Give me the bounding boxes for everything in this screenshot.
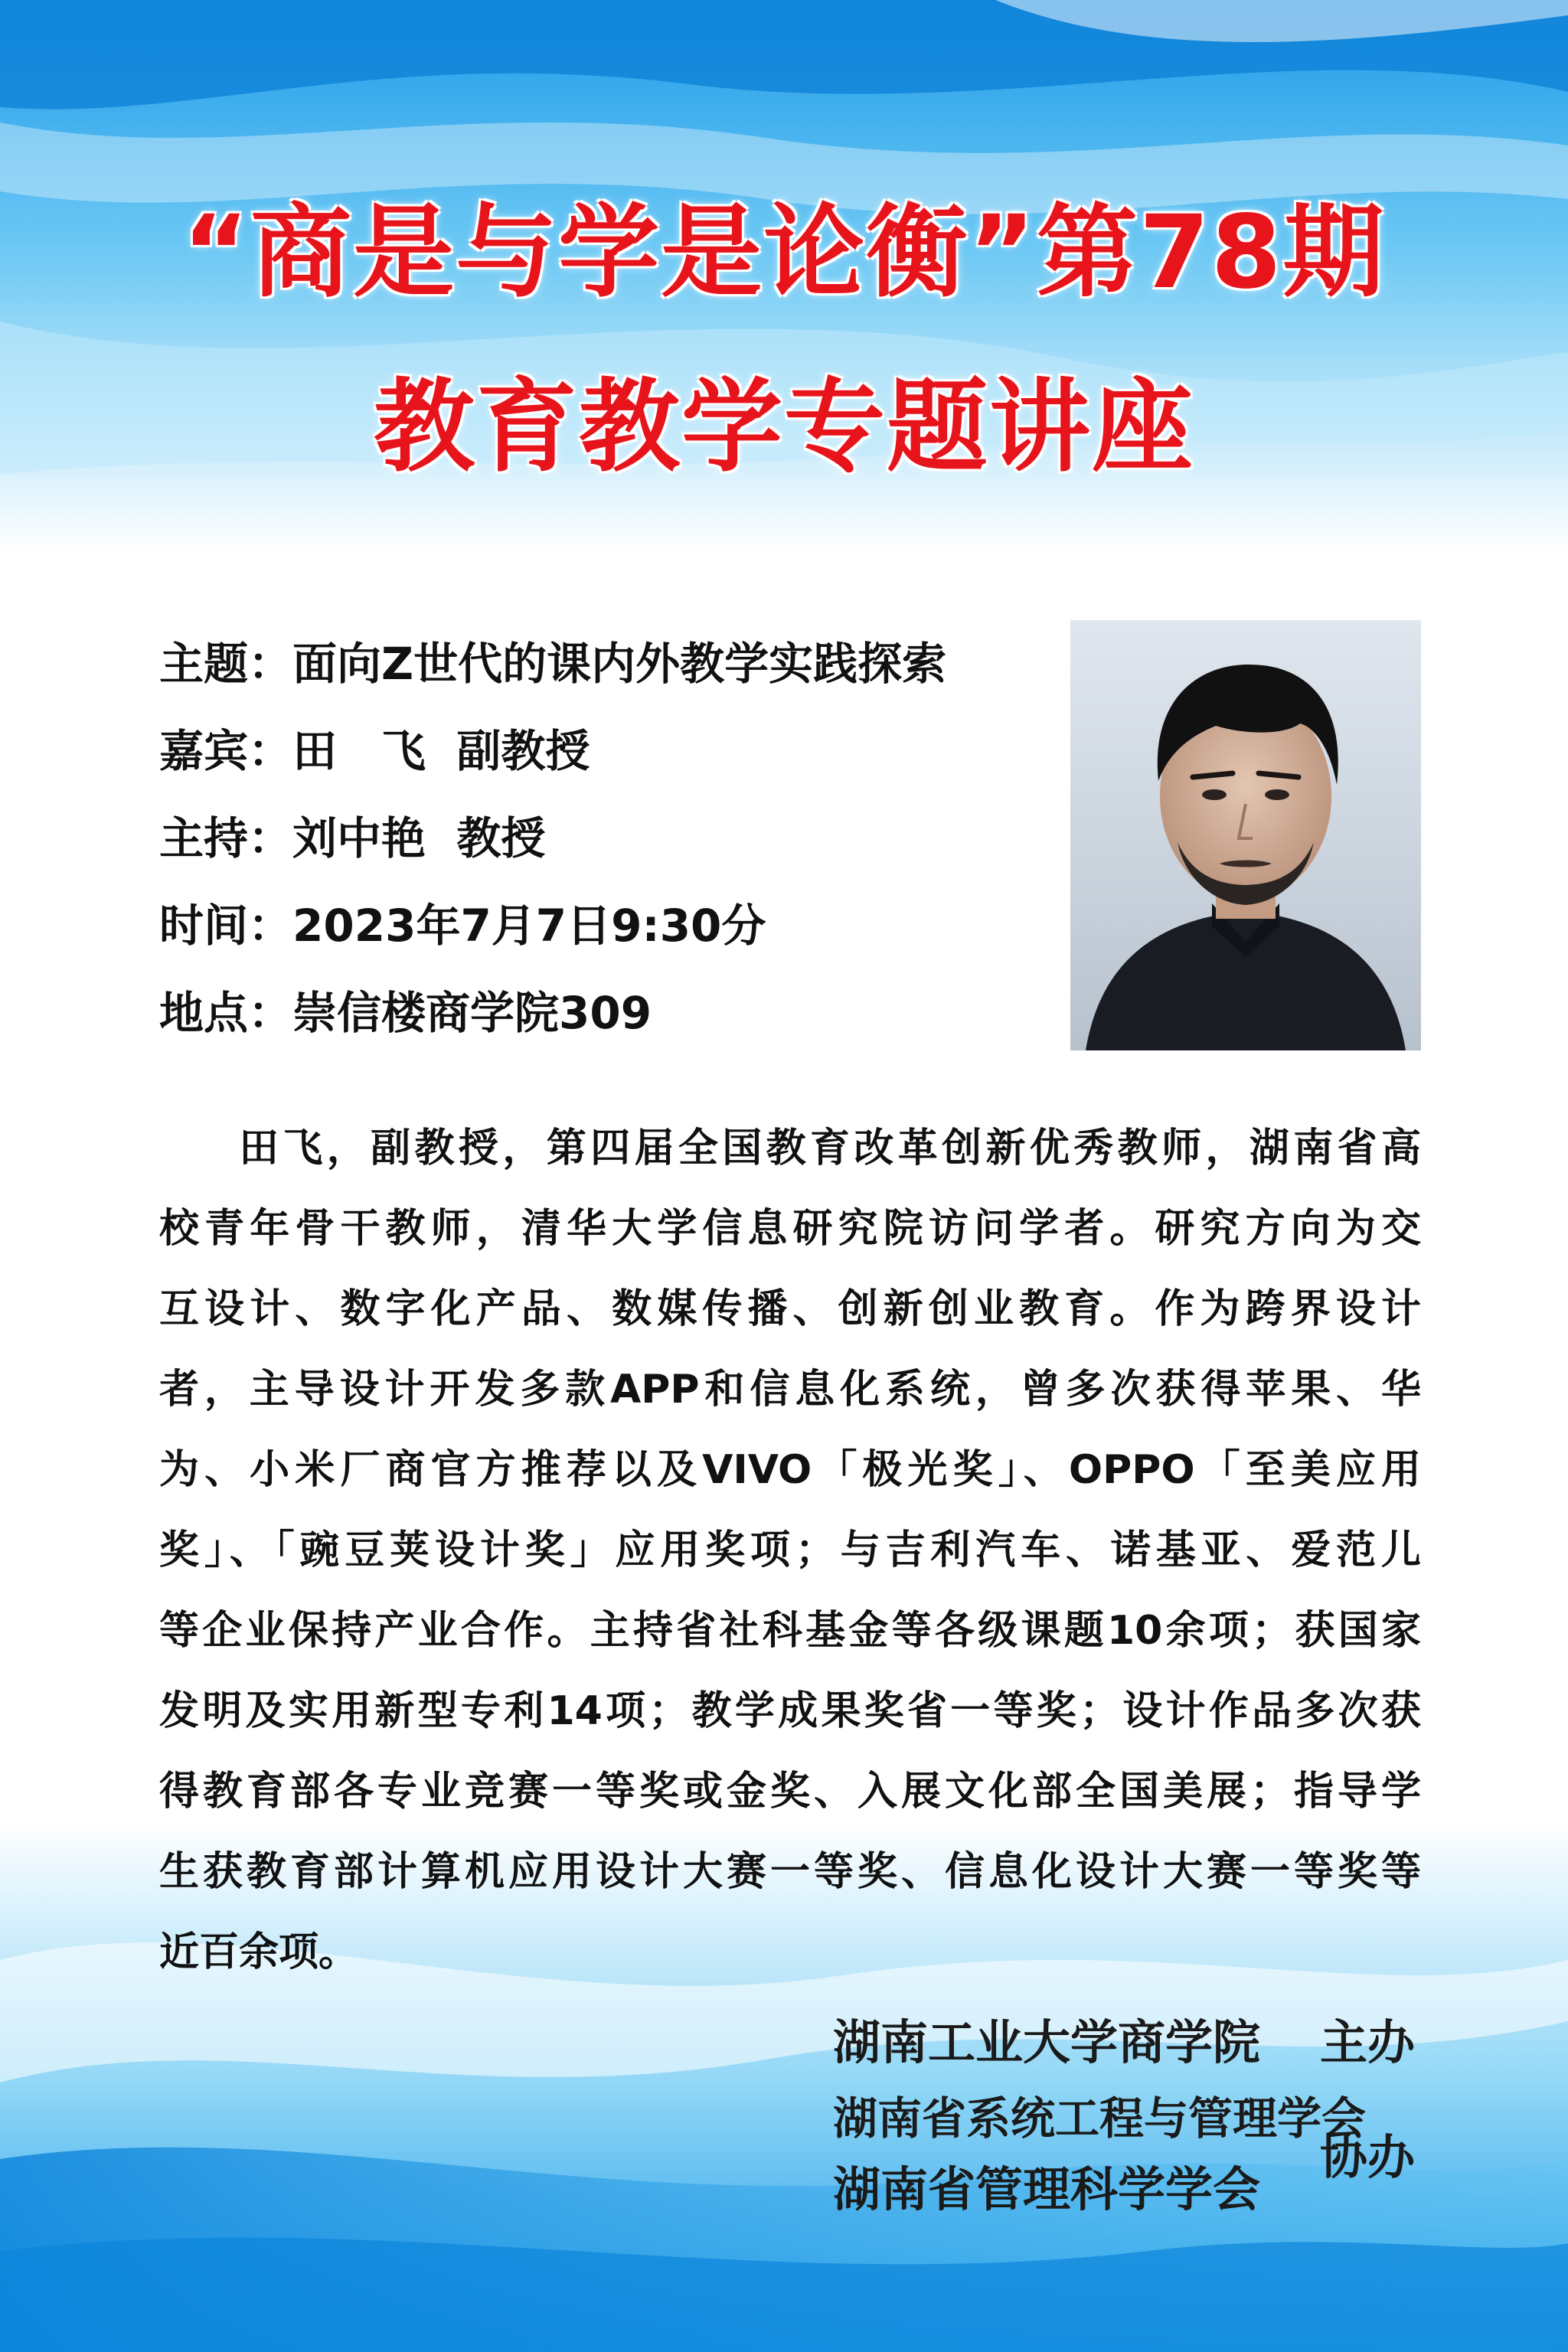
host-organization: 湖南工业大学商学院 bbox=[833, 2014, 1261, 2070]
info-label: 主持： bbox=[159, 812, 293, 864]
bio-line: 者，主导设计开发多款APP和信息化系统，曾多次获得苹果、华 bbox=[159, 1367, 1421, 1413]
bio-line: 近百余项。 bbox=[159, 1929, 359, 1975]
host-role-label: 主办 bbox=[1320, 2014, 1416, 2070]
bio-line: 得教育部各专业竞赛一等奖或金奖、入展文化部全国美展；指导学 bbox=[159, 1769, 1421, 1815]
bio-line: 田飞，副教授，第四届全国教育改革创新优秀教师，湖南省高 bbox=[239, 1125, 1421, 1171]
info-value: 崇信楼商学院309 bbox=[292, 987, 652, 1039]
info-value: 面向Z世代的课内外教学实践探索 bbox=[292, 638, 947, 690]
bio-line: 校青年骨干教师，清华大学信息研究院访问学者。研究方向为交 bbox=[159, 1206, 1421, 1252]
info-label: 地点： bbox=[159, 987, 293, 1039]
info-label: 时间： bbox=[159, 900, 293, 952]
info-value: 2023年7月7日9:30分 bbox=[292, 900, 766, 952]
co-host-organization-1: 湖南省系统工程与管理学会 bbox=[833, 2092, 1367, 2145]
co-host-organization-2: 湖南省管理科学学会 bbox=[833, 2161, 1261, 2217]
co-host-role-label: 协办 bbox=[1320, 2129, 1416, 2185]
info-label: 嘉宾： bbox=[159, 725, 293, 777]
info-value: 刘中艳 教授 bbox=[292, 812, 546, 864]
poster-title-line-2: 教育教学专题讲座 bbox=[374, 368, 1194, 486]
info-value: 田 飞 副教授 bbox=[292, 725, 590, 777]
bio-line: 发明及实用新型专利14项；教学成果奖省一等奖；设计作品多次获 bbox=[159, 1688, 1421, 1734]
info-label: 主题： bbox=[159, 638, 293, 690]
bio-line: 为、小米厂商官方推荐以及VIVO「极光奖」、OPPO「至美应用 bbox=[159, 1447, 1421, 1493]
bio-line: 奖」、「豌豆荚设计奖」应用奖项；与吉利汽车、诺基亚、爱范儿 bbox=[159, 1527, 1421, 1573]
bio-line: 互设计、数字化产品、数媒传播、创新创业教育。作为跨界设计 bbox=[159, 1286, 1421, 1332]
bio-line: 等企业保持产业合作。主持省社科基金等各级课题10余项；获国家 bbox=[159, 1608, 1421, 1654]
poster-title-line-1: “商是与学是论衡”第78期 bbox=[182, 194, 1386, 312]
bio-line: 生获教育部计算机应用设计大赛一等奖、信息化设计大赛一等奖等 bbox=[159, 1849, 1421, 1895]
